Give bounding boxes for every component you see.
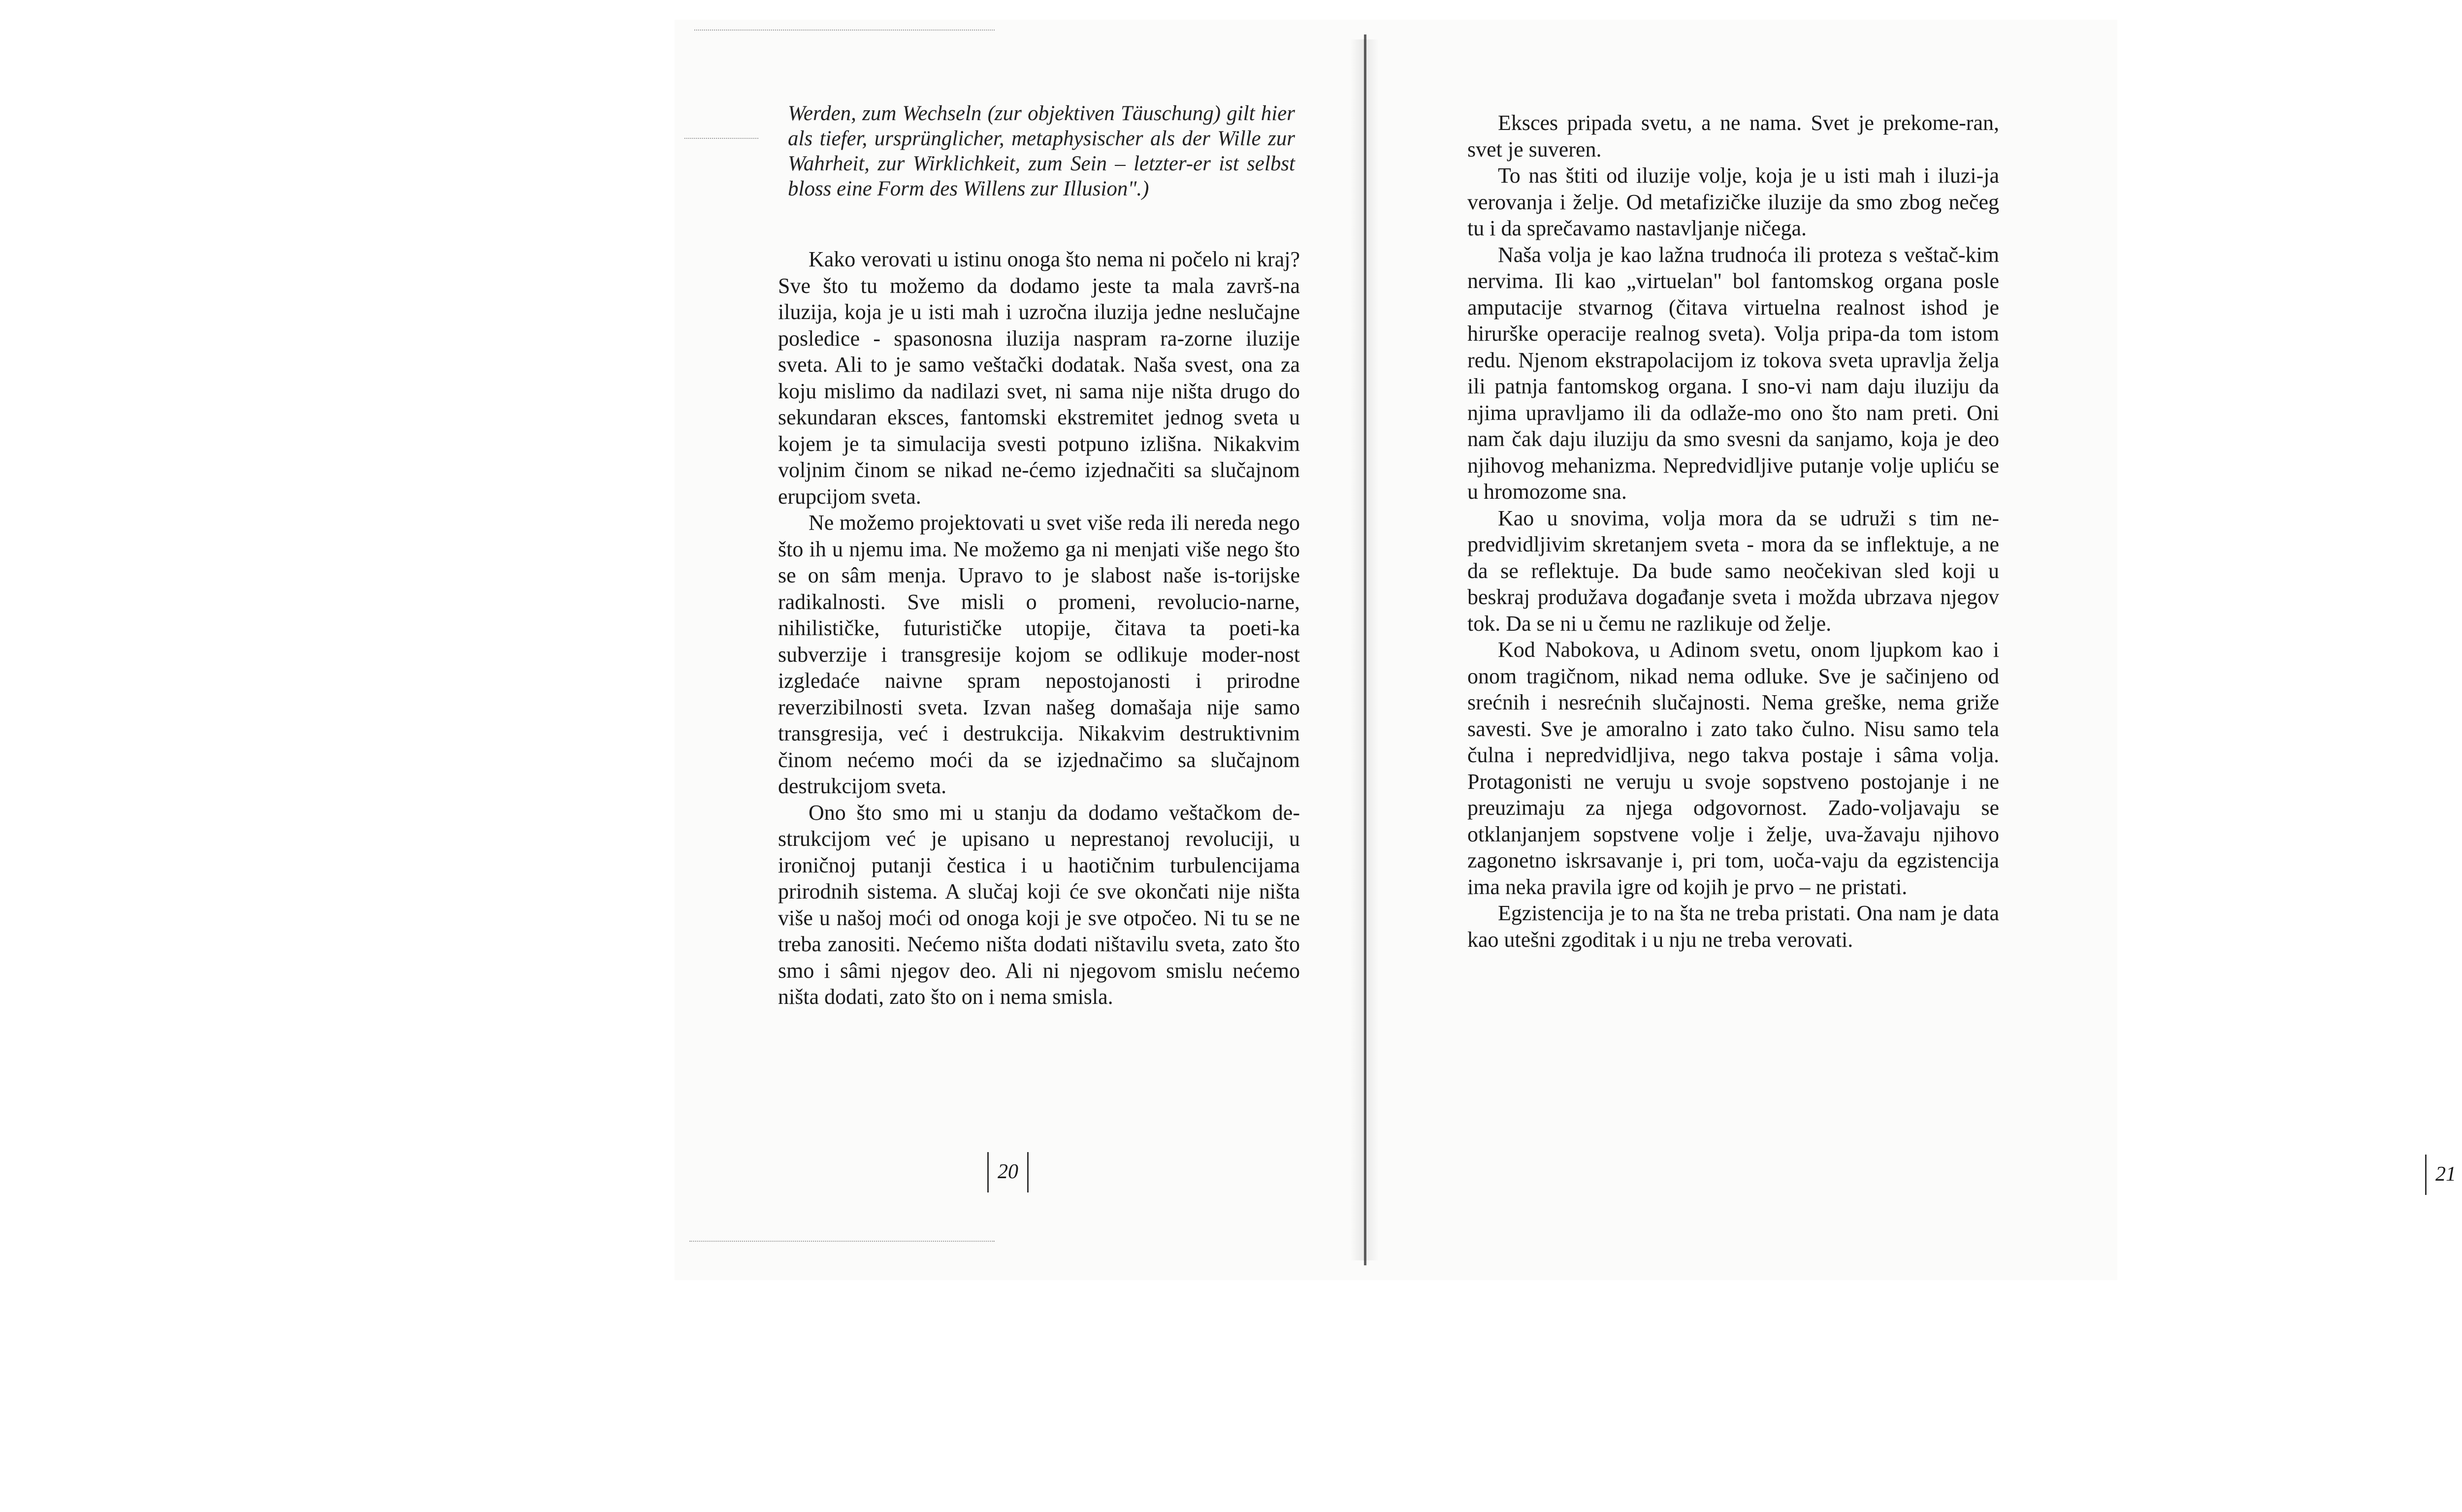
- paragraph: Ono što smo mi u stanju da dodamo veštačkom de-strukcijom već je upisano u neprestanoj revoluciji, u ironičnoj putanji čestica i u haotičnim turbulencijama prirodnih sistema. A slučaj koji će sve okončati nije ništa više u našoj moći od onoga koji je sve otpočeo. Ni tu se ne treba zanositi. Nećemo ništa dodati ništavilu sveta, zato što smo i sâmi njegov deo. Ali ni njegovom smislu nećemo ništa dodati, zato što on i nema smisla.: [778, 800, 1300, 1009]
- paragraph: Eksces pripada svetu, a ne nama. Svet je prekome-ran, svet je suveren.: [1467, 111, 1999, 161]
- page-number-right: 21: [2425, 1155, 2462, 1195]
- paragraph: Naša volja je kao lažna trudnoća ili proteza s veštač-kim nervima. Ili kao „virtuelan" bol fantomskog organa posle amputacije stvarnog (čitava virtuelna realnost ishod je hirurške operacije realnog sveta). Volja pripa-da tom istom redu. Njenom ekstrapolacijom iz tokova sveta upravlja želja ili patnja fantomskog organa. I sno-vi nam daju iluziju da njima upravljamo ili da odlaže-mo ono što nam preti. Oni nam čak daju iluziju da smo svesni da sanjamo, koja je deo njihovog mehanizma. Nepredvidljive putanje volje upliću se u hromozome sna.: [1467, 242, 1999, 504]
- left-page: [675, 20, 1374, 1280]
- paragraph: To nas štiti od iluzije volje, koja je u isti mah i iluzi-ja verovanja i želje. Od metafizičke iluzije da smo zbog nečeg tu i da sprečavamo nastavljanje ničega.: [1467, 163, 1999, 240]
- paragraph: Egzistencija je to na šta ne treba pristati. Ona nam je data kao utešni zgoditak i u nju ne treba verovati.: [1467, 901, 1999, 952]
- paragraph: Kako verovati u istinu onoga što nema ni počelo ni kraj? Sve što tu možemo da dodamo jeste ta mala završ-na iluzija, koja je u isti mah i uzročna iluzija jedne neslučajne posledice - spasonosna iluzija naspram ra-zorne iluzije sveta. Ali to je samo veštački dodatak. Naša svest, ona za koju mislimo da nadilazi svet, ni sama nije ništa drugo do sekundaran eksces, fantomski ekstremitet jednog sveta u kojem je ta simulacija svesti potpuno izlišna. Nikakvim voljnim činom se nikad ne-ćemo izjednačiti sa slučajnom erupcijom sveta.: [778, 247, 1300, 509]
- german-quote: Werden, zum Wechseln (zur objektiven Täuschung) gilt hier als tiefer, ursprünglicher, metaphysischer als der Wille zur Wahrheit, zur Wirklichkeit, zum Sein – letzter-er ist selbst bloss eine Form des Willens zur Illusion".): [788, 102, 1295, 200]
- left-page-body: [778, 246, 1300, 1010]
- page-number-left: 20: [987, 1152, 1029, 1192]
- book-spread: [675, 20, 2456, 1280]
- paragraph: Ne možemo projektovati u svet više reda ili nereda nego što ih u njemu ima. Ne možemo ga ni menjati više nego što se on sâm menja. Upravo to je slabost naše is-torijske radikalnosti. Sve misli o promeni, revolucio-narne, nihilističke, futurističke utopije, čitava ta poeti-ka subverzije i transgresije kojom se odlikuje moder-nost izgledaće naivne spram nepostojanosti i prirodne reverzibilnosti sveta. Izvan našeg domašaja nije samo transgresija, već i destrukcija. Nikakvim destruktivnim činom nećemo moći da se izjednačimo sa slučajnom destrukcijom sveta.: [778, 511, 1300, 798]
- paragraph: Kod Nabokova, u Adinom svetu, onom ljupkom kao i onom tragičnom, nikad nema odluke. Sve je sačinjeno od srećnih i nesrećnih slučajnosti. Nema greške, nema griže savesti. Sve je amoralno i zato tako čulno. Nisu samo tela čulna i nepredvidljiva, nego takva postaje i sâma volja. Protagonisti ne veruju u svoje sopstveno postojanje i ne preuzimaju za njega odgovornost. Zado-voljavaju se otklanjanjem sopstvene volje i želje, uva-žavaju njihovo zagonetno iskrsavanje i, pri tom, uoča-vaju da egzistencija ima neka pravila igre od kojih je prvo – ne pristati.: [1467, 638, 1999, 899]
- paragraph: Kao u snovima, volja mora da se udruži s tim ne-predvidljivim skretanjem sveta - mora da se inflektuje, a ne da se reflektuje. Da bude samo neočekivan sled koji u beskraj produžava događanje sveta i možda ubrzava njegov tok. Da se ni u čemu ne razlikuje od želje.: [1467, 506, 1999, 636]
- right-page: [1398, 20, 2456, 1280]
- right-page-body: [1467, 110, 1999, 953]
